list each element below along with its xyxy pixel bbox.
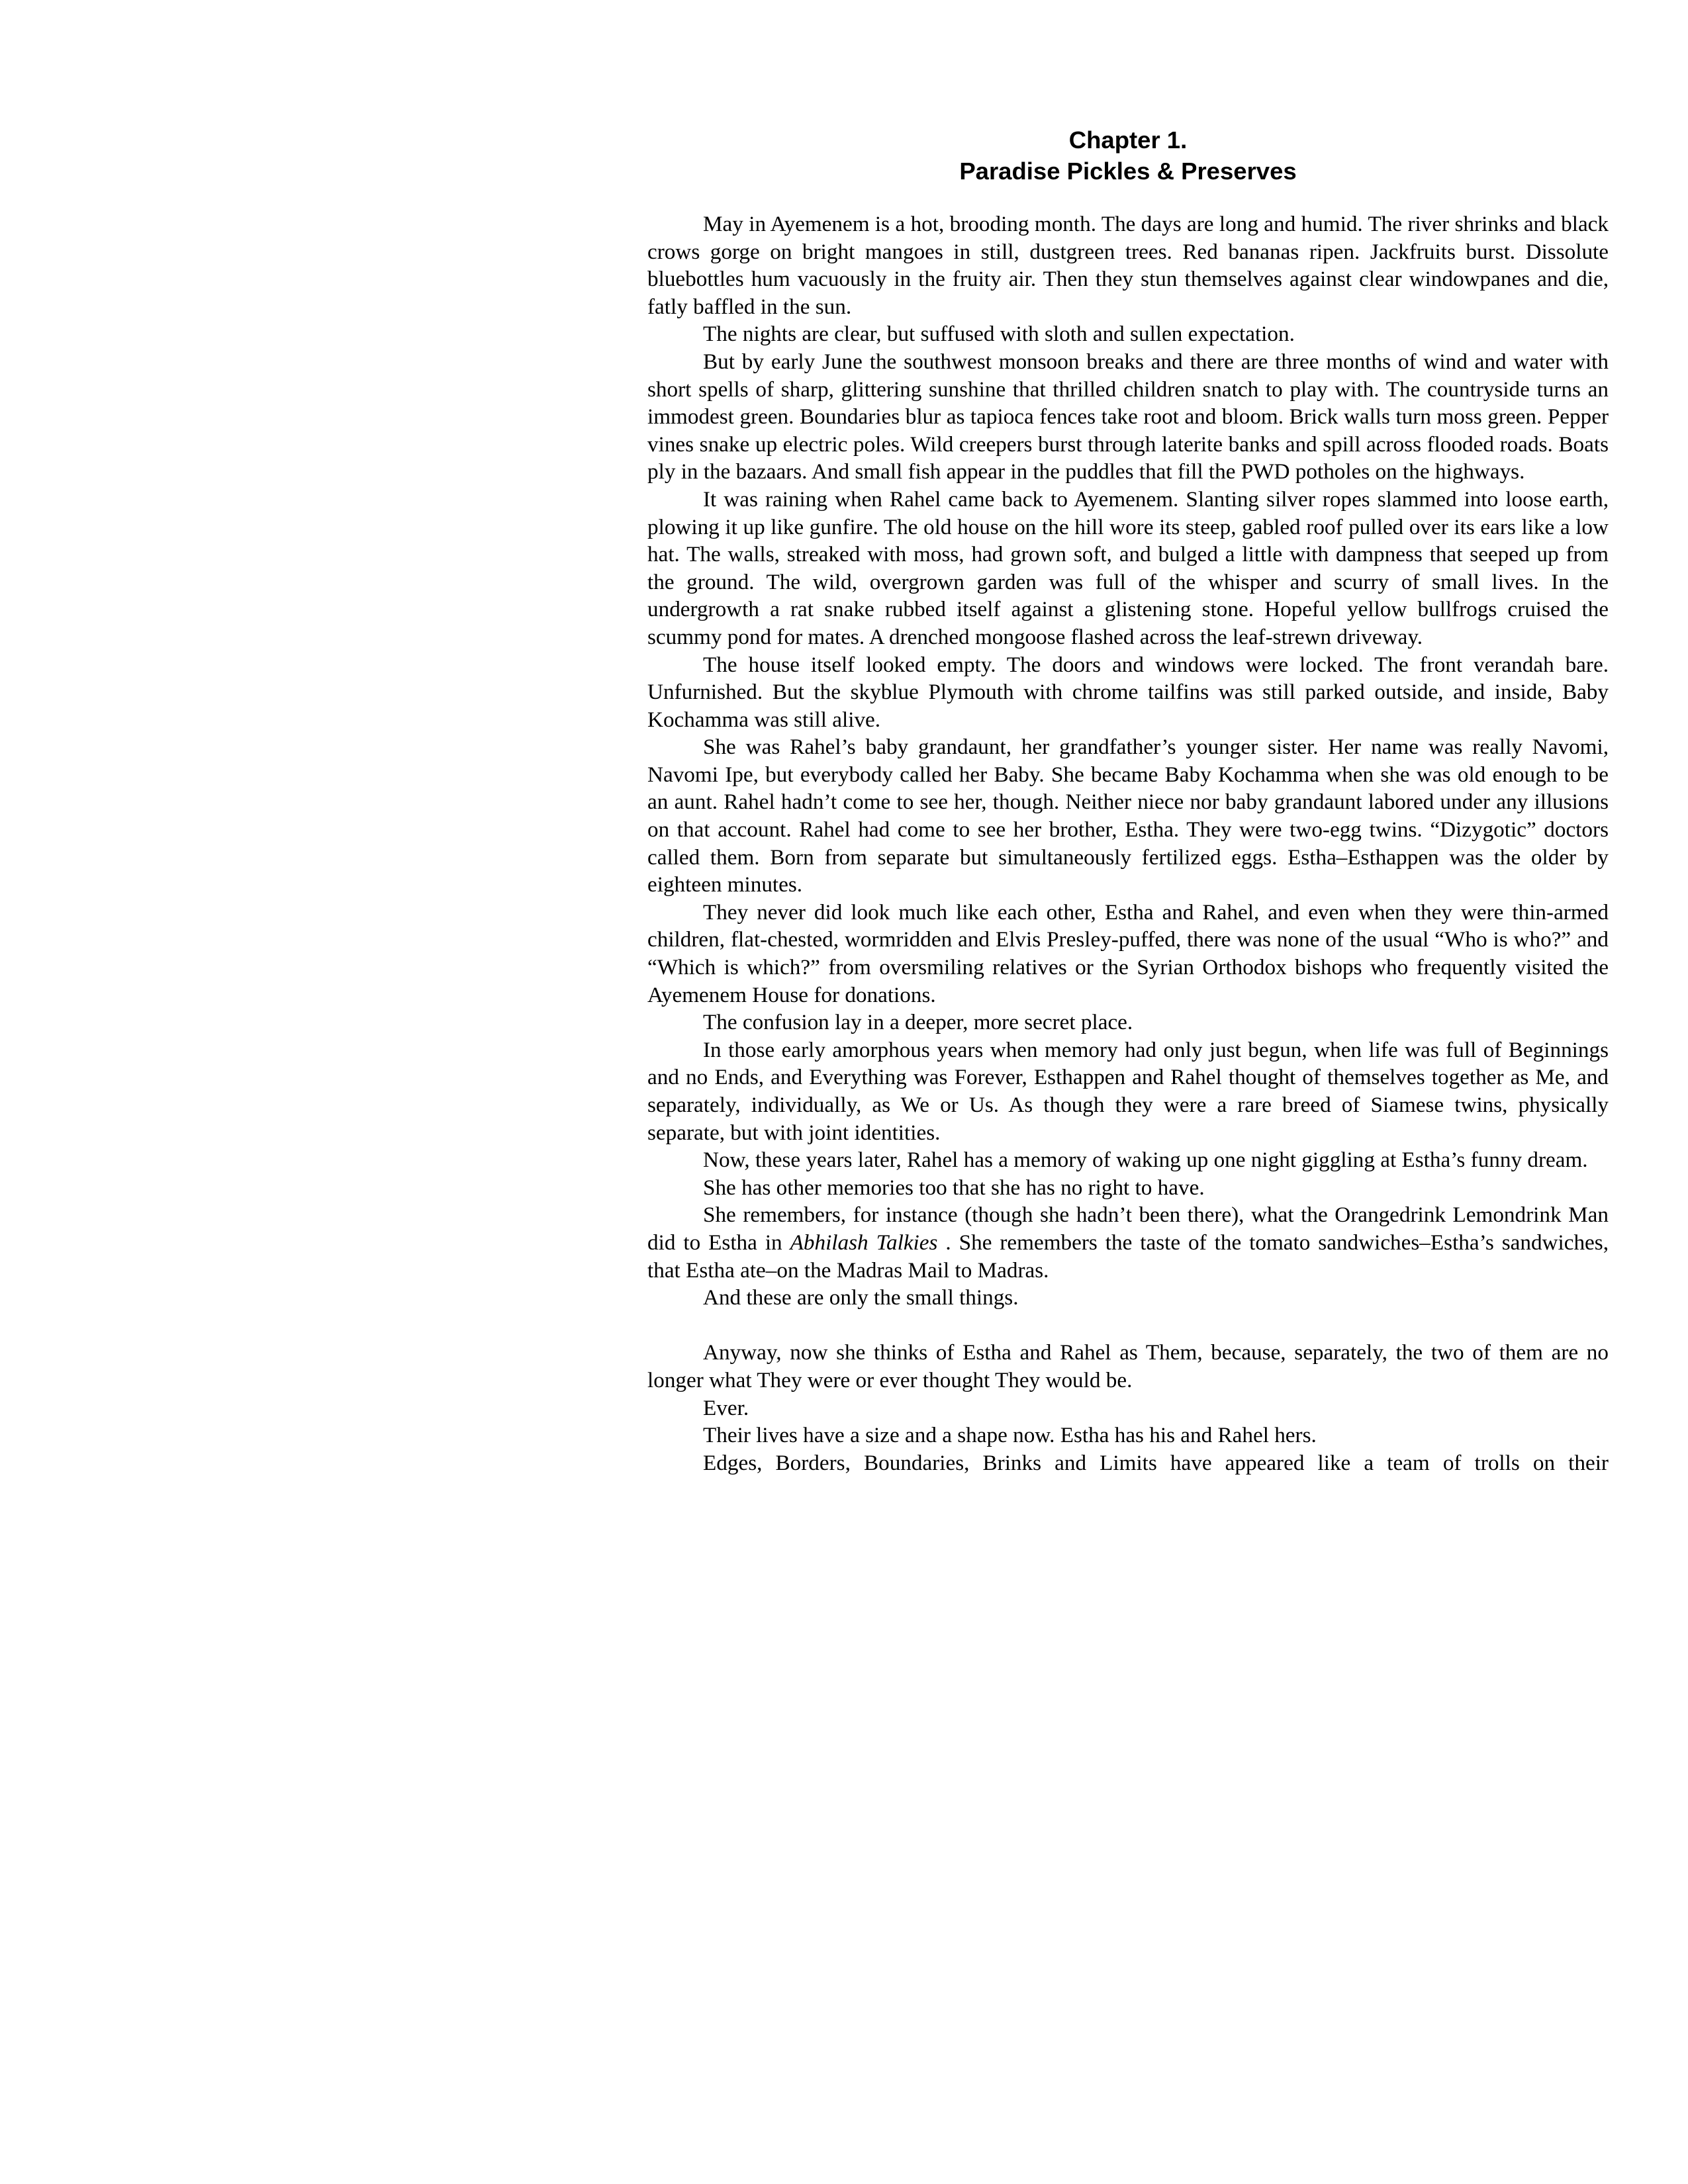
paragraph-text: . She remembers the taste of the tomato sandwiches–Estha’s sandwiches, that Estha ate–on the Madras Mail to Madras. <box>647 1230 1609 1283</box>
paragraph: It was raining when Rahel came back to Ayemenem. Slanting silver ropes slammed into loose earth, plowing it up like gunfire. The old house on the hill wore its steep, gabled roof pulled over its ears like a low hat. The walls, streaked with moss, had grown soft, and bulged a little with dampness that seeped up from the ground. The wild, overgrown garden was full of the whisper and scurry of small lives. In the undergrowth a rat snake rubbed itself against a glistening stone. Hopeful yellow bullfrogs cruised the scummy pond for mates. A drenched mongoose flashed across the leaf-strewn driveway. <box>647 486 1609 649</box>
paragraph: Their lives have a size and a shape now. Estha has his and Rahel hers. <box>703 1423 1317 1448</box>
chapter-body <box>647 210 1609 1477</box>
paragraph <box>647 1201 1609 1284</box>
paragraph: In those early amorphous years when memory had only just begun, when life was full of Beginnings and no Ends, and Everything was Forever, Esthappen and Rahel thought of themselves together as Me, and separately, individually, as We or Us. As though they were a rare breed of Siamese twins, physically separate, but with joint identities. <box>647 1037 1609 1145</box>
chapter-heading <box>647 124 1609 187</box>
paragraph: The confusion lay in a deeper, more secret place. <box>703 1010 1133 1035</box>
paragraph: Edges, Borders, Boundaries, Brinks and Limits have appeared like a team of trolls on their <box>703 1450 1609 1475</box>
paragraph: Ever. <box>703 1395 749 1420</box>
paragraph: The nights are clear, but suffused with sloth and sullen expectation. <box>703 322 1295 347</box>
paragraph: She has other memories too that she has no right to have. <box>703 1175 1205 1200</box>
paragraph-text: She remembers, for instance (though she hadn’t been there), what the Orangedrink Lemondrink Man did to Estha in <box>647 1203 1609 1255</box>
paragraph: May in Ayemenem is a hot, brooding month. The days are long and humid. The river shrinks and black crows gorge on bright mangoes in still, dustgreen trees. Red bananas ripen. Jackfruits burst. Dissolute bluebottles hum vacuously in the fruity air. Then they stun themselves against clear windowpanes and die, fatly baffled in the sun. <box>647 212 1609 319</box>
paragraph: But by early June the southwest monsoon breaks and there are three months of wind and water with short spells of sharp, glittering sunshine that thrilled children snatch to play with. The countryside turns an immodest green. Boundaries blur as tapioca fences take root and bloom. Brick walls turn moss green. Pepper vines snake up electric poles. Wild creepers burst through laterite banks and spill across flooded roads. Boats ply in the bazaars. And small fish appear in the puddles that fill the PWD potholes on the highways. <box>647 349 1609 484</box>
paragraph: Now, these years later, Rahel has a memory of waking up one night giggling at Estha’s funny dream. <box>703 1148 1588 1173</box>
chapter-title: Paradise Pickles & Preserves <box>959 158 1297 185</box>
paragraph: She was Rahel’s baby grandaunt, her grandfather’s younger sister. Her name was really Navomi, Navomi Ipe, but everybody called her Baby. She became Baby Kochamma when she was old enough to be an aunt. Rahel hadn’t come to see her, though. Neither niece nor baby grandaunt labored under any illusions on that account. Rahel had come to see her brother, Estha. They were two-egg twins. “Dizygotic” doctors called them. Born from separate but simultaneously fertilized eggs. Estha–Esthappen was the older by eighteen minutes. <box>647 735 1609 897</box>
film-title: Abhilash Talkies <box>790 1230 938 1255</box>
paragraph: Anyway, now she thinks of Estha and Rahel as Them, because, separately, the two of them are no longer what They were or ever thought They would be. <box>647 1340 1609 1392</box>
paragraph: They never did look much like each other, Estha and Rahel, and even when they were thin-armed children, flat-chested, wormridden and Elvis Presley-puffed, there was none of the usual “Who is who?” and “Which is which?” from oversmiling relatives or the Syrian Orthodox bishops who frequently visited the Ayemenem House for donations. <box>647 899 1609 1007</box>
chapter-number: Chapter 1. <box>1068 126 1188 154</box>
paragraph: The house itself looked empty. The doors and windows were locked. The front verandah bare. Unfurnished. But the skyblue Plymouth with chrome tailfins was still parked outside, and inside, Baby Kochamma was still alive. <box>647 652 1609 732</box>
paragraph: And these are only the small things. <box>703 1285 1019 1310</box>
